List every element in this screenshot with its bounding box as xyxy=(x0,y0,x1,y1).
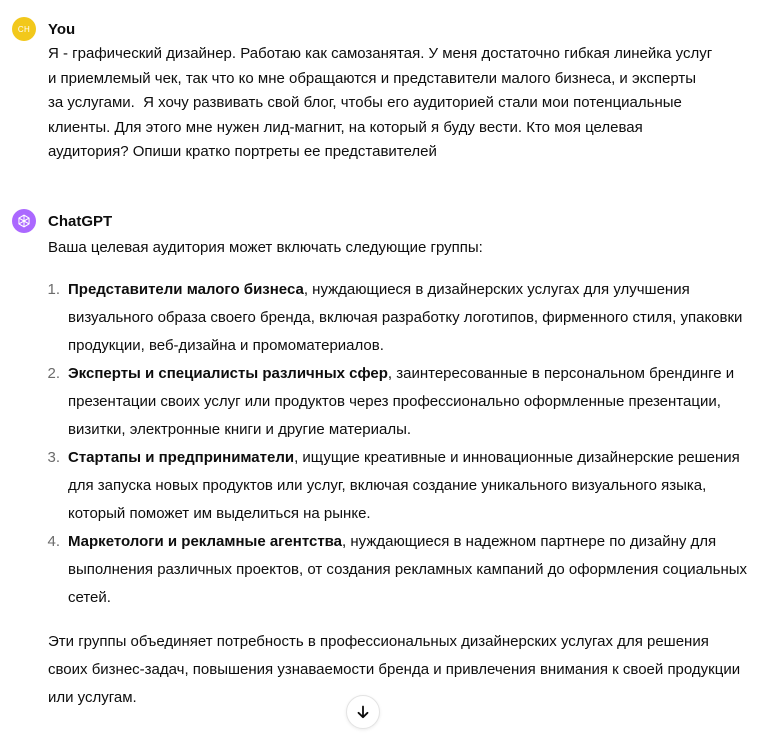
list-item-text: , нуждающиеся в надежном партнере по дизайну для выполнения различных проектов, от создания рекламных кампаний до оформления социальных сетей. xyxy=(68,533,748,606)
user-message-header xyxy=(12,16,752,42)
list-item-title: Эксперты и специалисты различных сфер xyxy=(68,365,388,382)
user-initials: CH xyxy=(17,24,31,34)
user-message-body xyxy=(48,42,748,165)
assistant-name: ChatGPT xyxy=(48,212,113,230)
assistant-outro: Эти группы объединяет потребность в профессиональных дизайнерских услугах для решения своих бизнес-задач, повышения узнаваемости бренда и привлечения внимания к своей продукции или услугам. xyxy=(48,633,741,706)
scroll-to-bottom-button[interactable] xyxy=(346,695,380,729)
assistant-avatar xyxy=(12,209,36,233)
audience-list xyxy=(48,276,748,612)
assistant-message-header xyxy=(12,208,752,234)
assistant-message-body xyxy=(48,234,748,712)
list-item xyxy=(48,444,748,528)
openai-logo-icon xyxy=(16,213,32,229)
list-item-number: 2. xyxy=(47,365,60,382)
list-item-number: 3. xyxy=(47,449,60,466)
list-item xyxy=(48,276,748,360)
list-item xyxy=(48,360,748,444)
list-item-title: Маркетологи и рекламные агентства xyxy=(68,533,343,550)
list-item-number: 4. xyxy=(47,533,60,550)
user-message xyxy=(12,16,752,165)
assistant-message xyxy=(12,208,752,712)
list-item xyxy=(48,528,748,612)
assistant-intro: Ваша целевая аудитория может включать следующие группы: xyxy=(48,239,483,256)
list-item-title: Стартапы и предприниматели xyxy=(68,449,295,466)
list-item-number: 1. xyxy=(47,281,60,298)
user-message-text: Я - графический дизайнер. Работаю как самозанятая. У меня достаточно гибкая линейка услуг и приемлемый чек, так что ко мне обращаются и представители малого бизнеса, и эксперты за услугами. Я хочу развивать свой блог, чтобы его аудиторией стали мои потенциальные клиенты. Для этого мне нужен лид-магнит, на который я буду вести. Кто моя целевая аудитория? Опиши кратко портреты ее представителей xyxy=(48,45,713,160)
list-item-text: , ищущие креативные и инновационные дизайнерские решения для запуска новых продуктов или услуг, включая создание уникального визуального языка, который поможет им выделиться на рынке. xyxy=(68,449,740,522)
list-item-text: , нуждающиеся в дизайнерских услугах для улучшения визуального образа своего бренда, включая разработку логотипов, фирменного стиля, упаковки продукции, веб-дизайна и промоматериалов. xyxy=(68,281,743,354)
user-name: You xyxy=(48,20,76,38)
list-item-text: , заинтересованные в персональном брендинге и презентации своих услуг или продуктов через профессионально оформленные презентации, визитки, электронные книги и другие материалы. xyxy=(68,365,735,438)
arrow-down-icon xyxy=(355,704,371,720)
list-item-title: Представители малого бизнеса xyxy=(68,281,304,298)
user-avatar xyxy=(12,17,36,41)
